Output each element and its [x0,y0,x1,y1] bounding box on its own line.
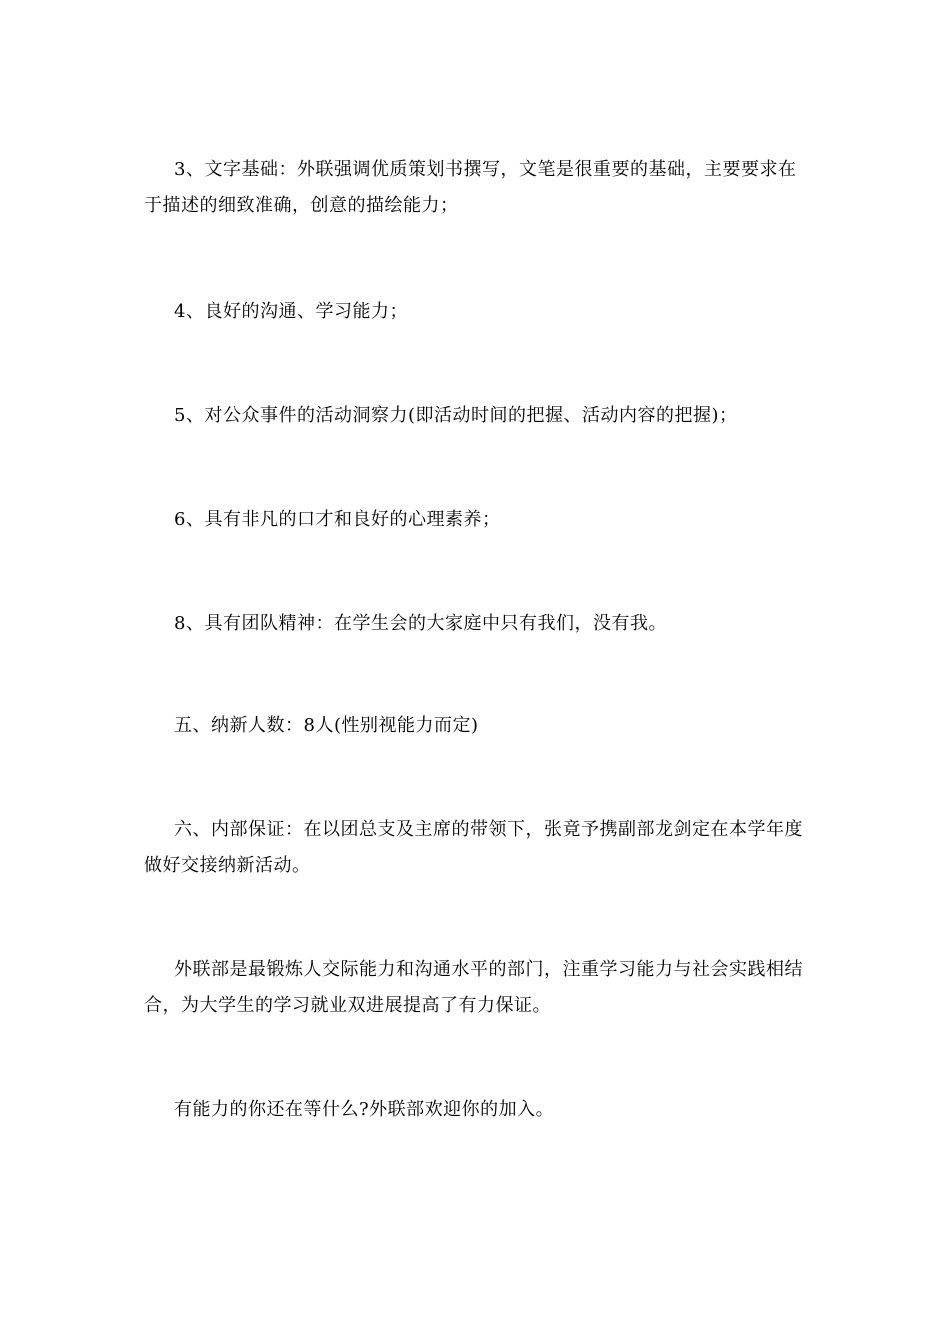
paragraph-writing-basics: 3、文字基础：外联强调优质策划书撰写，文笔是很重要的基础，主要要求在于描述的细致准确，创意的描绘能力； [144,159,797,216]
paragraph-department-intro: 外联部是最锻炼人交际能力和沟通水平的部门，注重学习能力与社会实践相结合，为大学生的学习就业双进展提高了有力保证。 [144,959,803,1016]
paragraph-communication: 4、良好的沟通、学习能力； [174,301,408,322]
paragraph-insight: 5、对公众事件的活动洞察力(即活动时间的把握、活动内容的把握)； [174,405,738,426]
paragraph-internal-guarantee: 六、内部保证：在以团总支及主席的带领下，张竟予携副部龙剑定在本学年度 做好交接纳新活动。 [144,819,803,876]
paragraph-team-spirit: 8、具有团队精神：在学生会的大家庭中只有我们，没有我。 [174,613,667,634]
paragraph-recruit-count: 五、纳新人数：8人(性别视能力而定) [174,715,479,736]
paragraph-welcome: 有能力的你还在等什么?外联部欢迎你的加入。 [174,1099,555,1120]
paragraph-eloquence: 6、具有非凡的口才和良好的心理素养； [174,509,501,530]
